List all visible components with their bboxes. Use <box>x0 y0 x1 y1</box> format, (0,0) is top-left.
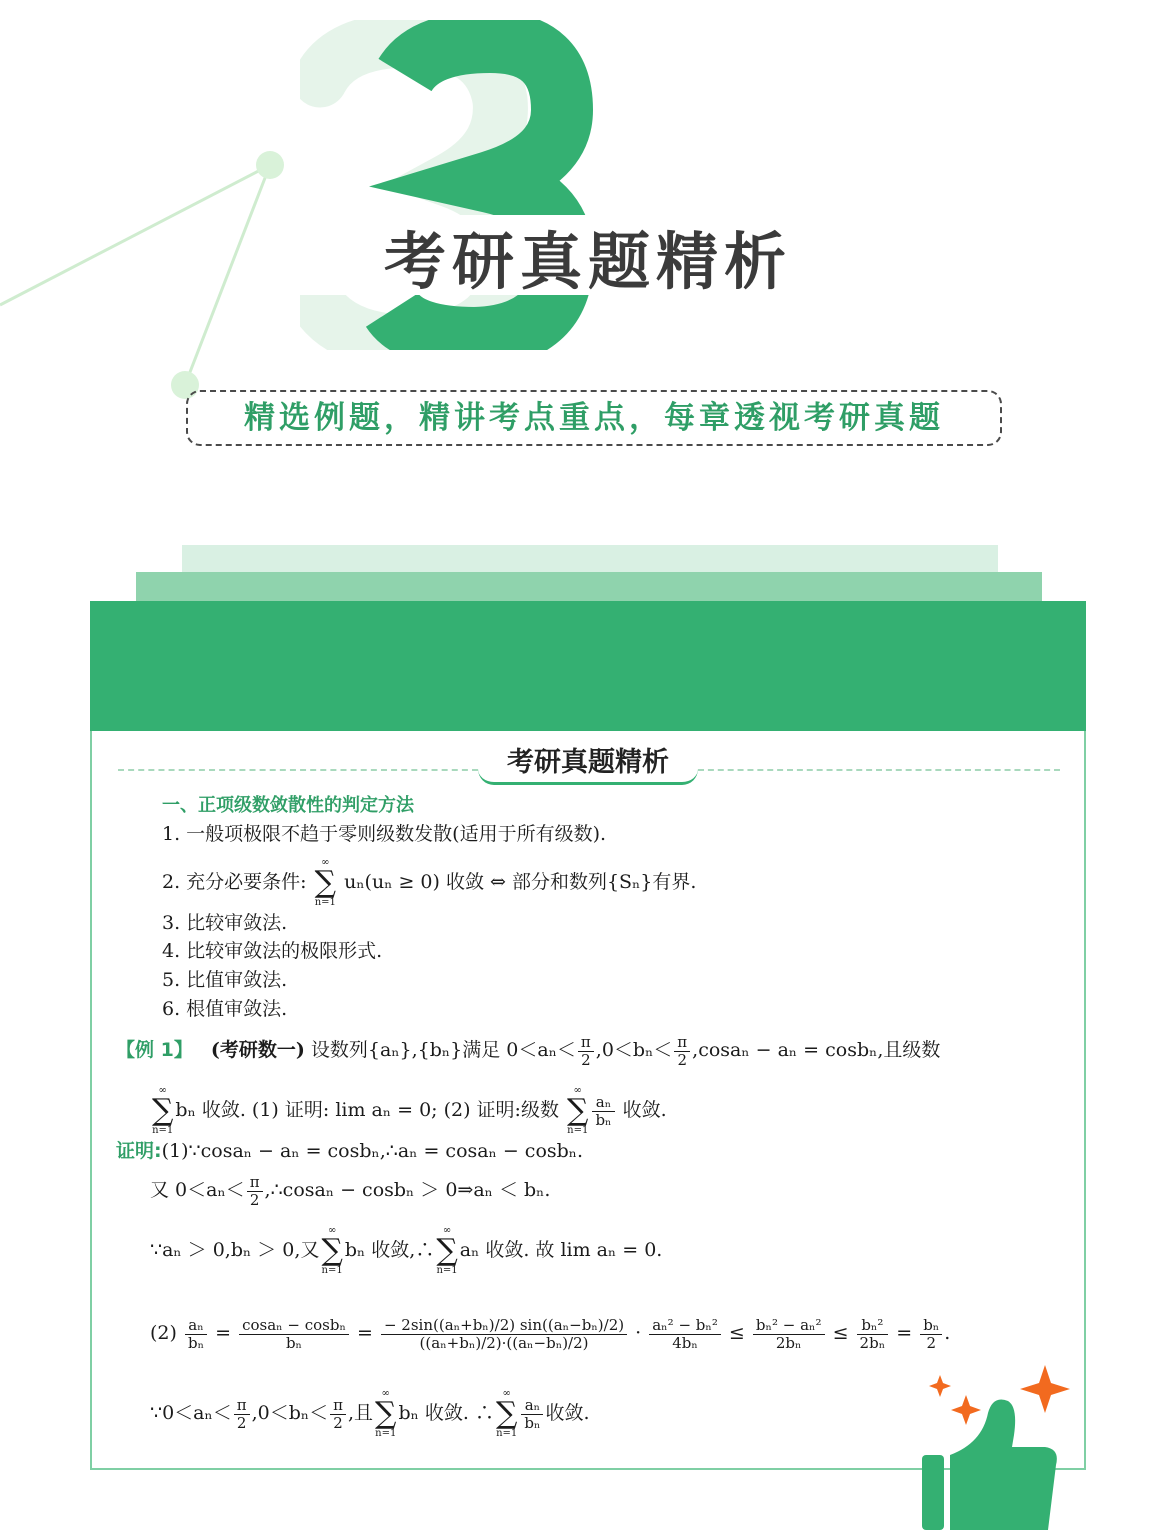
proof-text: (1)∵cosaₙ − aₙ = cosbₙ,∴aₙ = cosaₙ − cosbₙ. <box>161 1140 584 1162</box>
section-heading: 一、正项级数敛散性的判定方法 <box>162 795 414 816</box>
sigma-symbol: ∞ ∑ n=1 <box>321 1225 343 1276</box>
fraction: $\frac{\text{cosaₙ − cosbₙ}}{\text{bₙ}}$ <box>239 1317 349 1352</box>
fraction: $\frac{\pi}{2}$ <box>674 1034 690 1069</box>
fraction: $\frac{\pi}{2}$ <box>578 1034 594 1069</box>
proof-line <box>150 1385 590 1441</box>
list-item: 3. 比较审敛法. <box>162 912 288 934</box>
fraction: $\frac{\pi}{2}$ <box>234 1397 250 1432</box>
section-divider-left <box>118 769 478 771</box>
sigma-symbol: ∞ ∑ n=1 <box>436 1225 458 1276</box>
proof-text: aₙ 收敛. 故 lim aₙ = 0. <box>459 1239 663 1261</box>
sigma-symbol: ∞ ∑ n=1 <box>567 1085 589 1136</box>
proof-text: 收敛. <box>545 1402 590 1424</box>
card-header-band <box>90 601 1086 731</box>
fraction: $\frac{\pi}{2}$ <box>247 1174 263 1209</box>
tagline-box: 精选例题，精讲考点重点，每章透视考研真题 <box>186 390 1002 446</box>
statement-part: 收敛. <box>622 1099 667 1121</box>
example-statement-line2 <box>150 1082 667 1138</box>
example-source: (考研数一) <box>210 1039 305 1061</box>
sigma-symbol: ∞ ∑ n=1 <box>314 857 337 908</box>
fraction: $\frac{\text{aₙ² − bₙ²}}{\text{4bₙ}}$ <box>649 1317 721 1352</box>
proof-line <box>116 1139 583 1163</box>
item2-formula: uₙ(uₙ ≥ 0) 收敛 ⇔ 部分和数列{Sₙ}有界. <box>344 871 697 893</box>
statement-part: 设数列{aₙ},{bₙ}满足 0＜aₙ＜ <box>310 1039 576 1061</box>
item2-label: 2. 充分必要条件: <box>162 871 307 893</box>
sigma-symbol: ∞ ∑ n=1 <box>375 1388 397 1439</box>
proof-line <box>150 1222 662 1278</box>
example-label: 【例 1】 <box>116 1039 193 1061</box>
list-item: 5. 比值审敛法. <box>162 969 288 991</box>
proof-text: 又 0＜aₙ＜ <box>150 1179 245 1201</box>
fraction: $\frac{\text{bₙ}}{2}$ <box>920 1317 942 1352</box>
sigma-symbol: ∞ ∑ n=1 <box>495 1388 518 1439</box>
section-divider-right <box>698 769 1060 771</box>
thumbs-up-icon <box>910 1355 1080 1530</box>
proof-label: 证明: <box>116 1140 162 1162</box>
proof-text: ,0＜bₙ＜ <box>251 1402 329 1424</box>
statement-part: bₙ 收敛. (1) 证明: lim aₙ = 0; (2) 证明:级数 <box>175 1099 559 1121</box>
proof-text: ,∴cosaₙ − cosbₙ ＞ 0⇒aₙ ＜ bₙ. <box>264 1179 551 1201</box>
fraction: $\frac{\pi}{2}$ <box>330 1397 346 1432</box>
fraction: $\frac{\text{aₙ}}{\text{bₙ}}$ <box>185 1317 207 1352</box>
sigma-symbol: ∞ ∑ n=1 <box>152 1085 174 1136</box>
proof-text: ∵aₙ ＞ 0,bₙ ＞ 0,又 <box>150 1239 320 1261</box>
statement-part: ,0＜bₙ＜ <box>595 1039 673 1061</box>
proof-line <box>150 1170 550 1210</box>
proof-text: ∵0＜aₙ＜ <box>150 1402 232 1424</box>
statement-part: ,cosaₙ − aₙ = cosbₙ,且级数 <box>692 1039 941 1061</box>
fraction: $\frac{\text{bₙ² − aₙ²}}{\text{2bₙ}}$ <box>753 1317 825 1352</box>
proof-text: bₙ 收敛. ∴ <box>398 1402 494 1424</box>
proof-text: ,且 <box>347 1402 374 1424</box>
list-item: 6. 根值审敛法. <box>162 998 288 1020</box>
example-statement <box>116 1030 940 1070</box>
page-title: 考研真题精析 <box>383 225 792 298</box>
list-item: 4. 比较审敛法的极限形式. <box>162 940 383 962</box>
fraction: $\frac{\text{aₙ}}{\text{bₙ}}$ <box>521 1397 543 1432</box>
proof-line: (2) $\frac{\text{aₙ}}{\text{bₙ}}$ = $\frac{\text{cosaₙ − cosbₙ}}{\text{bₙ}}$ = $\frac{\text{− 2sin((aₙ+bₙ)/2) sin((aₙ−bₙ)/2)}}{\text{((aₙ+bₙ)/2)·((aₙ−bₙ)/2)}}$ · $\frac{\text{aₙ² − bₙ²}}{\text{4bₙ}}$ ≤ $\frac{\text{bₙ² − aₙ²}}{\text{2bₙ}}$ ≤ $\frac{\text{bₙ²}}{\text{2bₙ}}$ = $\frac{\text{bₙ}}{2}$ . <box>150 1315 951 1352</box>
list-item <box>162 855 696 909</box>
list-item: 1. 一般项极限不趋于零则级数发散(适用于所有级数). <box>162 823 607 845</box>
proof-text: (2) <box>150 1322 177 1344</box>
proof-text: bₙ 收敛,∴ <box>344 1239 435 1261</box>
fraction: $\frac{\text{aₙ}}{\text{bₙ}}$ <box>592 1094 614 1129</box>
fraction: $\frac{\text{− 2sin((aₙ+bₙ)/2) sin((aₙ−bₙ)/2)}}{\text{((aₙ+bₙ)/2)·((aₙ−bₙ)/2)}}$ <box>381 1317 627 1352</box>
section-title: 考研真题精析 <box>478 744 698 785</box>
fraction: $\frac{\text{bₙ²}}{\text{2bₙ}}$ <box>857 1317 889 1352</box>
